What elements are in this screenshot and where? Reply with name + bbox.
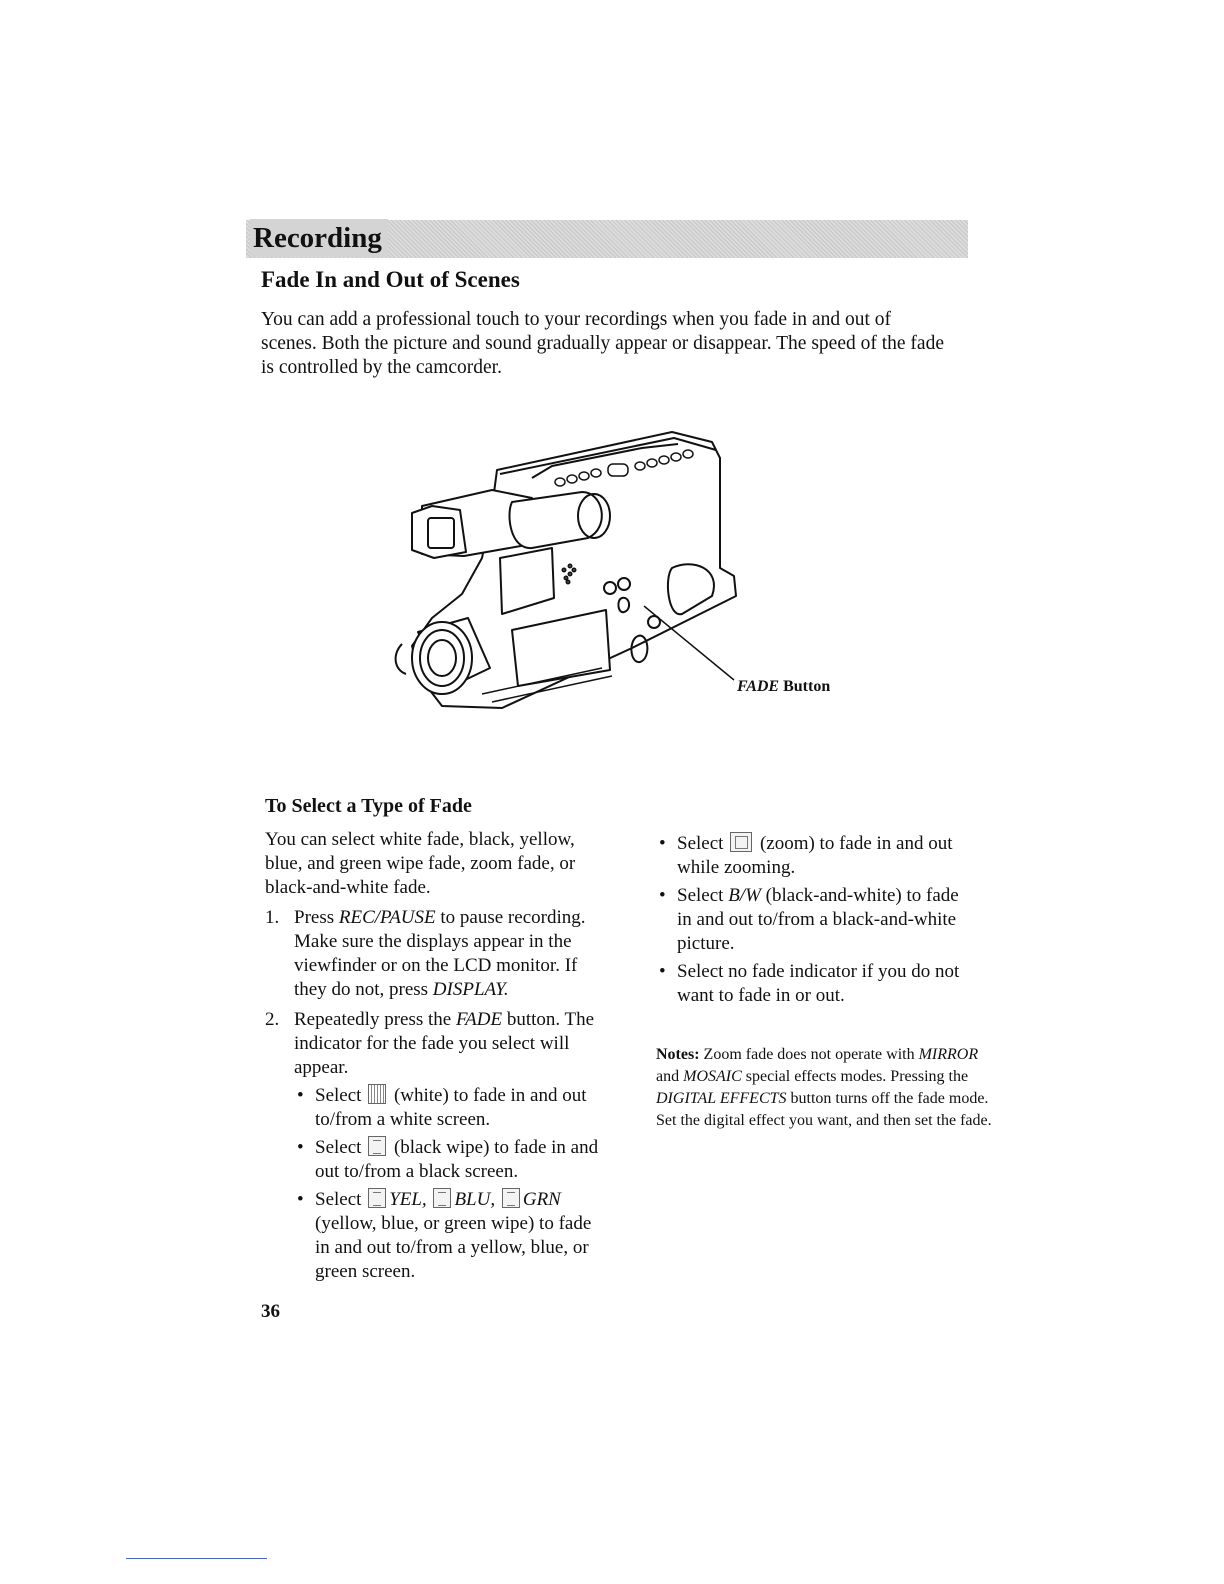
page-title: Fade In and Out of Scenes bbox=[261, 267, 520, 292]
intro-paragraph: You can add a professional touch to your recordings when you fade in and out of scenes. Both the picture and sound gradually appear or disappear. The speed of the fade is controlled by the camcorder. bbox=[261, 309, 944, 378]
black-wipe-icon bbox=[368, 1136, 386, 1156]
zoom-fade-icon bbox=[730, 832, 752, 852]
step-1-number: 1. bbox=[265, 907, 280, 928]
notes-paragraph: Notes: Zoom fade does not operate with MIRROR and MOSAIC special effects modes. Pressing the DIGITAL EFFECTS button turns off the fade mode. Set the digital effect you want, and then set the fade. bbox=[656, 1046, 992, 1129]
page-number: 36 bbox=[261, 1301, 280, 1322]
camcorder-drawing-icon bbox=[382, 418, 862, 718]
left-column bbox=[265, 828, 610, 1284]
footer-rule bbox=[126, 1558, 267, 1559]
bullet-no-fade: • Select no fade indicator if you do not want to fade in or out. bbox=[659, 961, 960, 1006]
green-wipe-icon bbox=[502, 1188, 520, 1208]
bullet-white-fade: • Select (white) to fade in and out to/from a white screen. bbox=[297, 1085, 587, 1130]
camcorder-illustration bbox=[382, 418, 862, 718]
select-intro: You can select white fade, black, yellow, blue, and green wipe fade, zoom fade, or black-and-white fade. bbox=[265, 829, 576, 898]
bullet-color-wipe: • Select YEL, BLU, GRN (yellow, blue, or green wipe) to fade in and out to/from a yellow, blue, or green screen. bbox=[297, 1189, 592, 1282]
select-fade-heading: To Select a Type of Fade bbox=[265, 795, 472, 817]
callout-fade-label: FADE bbox=[737, 678, 780, 695]
section-header-bar bbox=[246, 220, 968, 258]
right-column bbox=[656, 832, 992, 1132]
step-2: 2. Repeatedly press the FADE button. The indicator for the fade you select will appear. • Select (white) to fade in and out to/from a white screen. • Select (black wipe) to fade in and out to/from a black screen. • Select YEL, BLU, GRN (yellow, blue, or green wipe) to fade in and out to/from a yellow, blue, or green screen. bbox=[265, 1008, 610, 1284]
white-fade-icon bbox=[368, 1084, 386, 1104]
blue-wipe-icon bbox=[433, 1188, 451, 1208]
step-1: 1. Press REC/PAUSE to pause recording. Make sure the displays appear in the viewfinder or on the LCD monitor. If they do not, press DISPLAY. bbox=[265, 907, 586, 1000]
yellow-wipe-icon bbox=[368, 1188, 386, 1208]
section-title: Recording bbox=[250, 219, 388, 257]
notes-label: Notes: bbox=[656, 1046, 700, 1063]
bullet-bw-fade: • Select B/W (black-and-white) to fade in and out to/from a black-and-white picture. bbox=[659, 885, 959, 954]
callout-button-label: Button bbox=[779, 678, 831, 695]
step-2-number: 2. bbox=[265, 1009, 280, 1030]
fade-button-callout bbox=[737, 678, 830, 696]
bullet-black-wipe: • Select (black wipe) to fade in and out to/from a black screen. bbox=[297, 1137, 599, 1182]
bullet-zoom-fade: • Select (zoom) to fade in and out while zooming. bbox=[659, 833, 953, 878]
